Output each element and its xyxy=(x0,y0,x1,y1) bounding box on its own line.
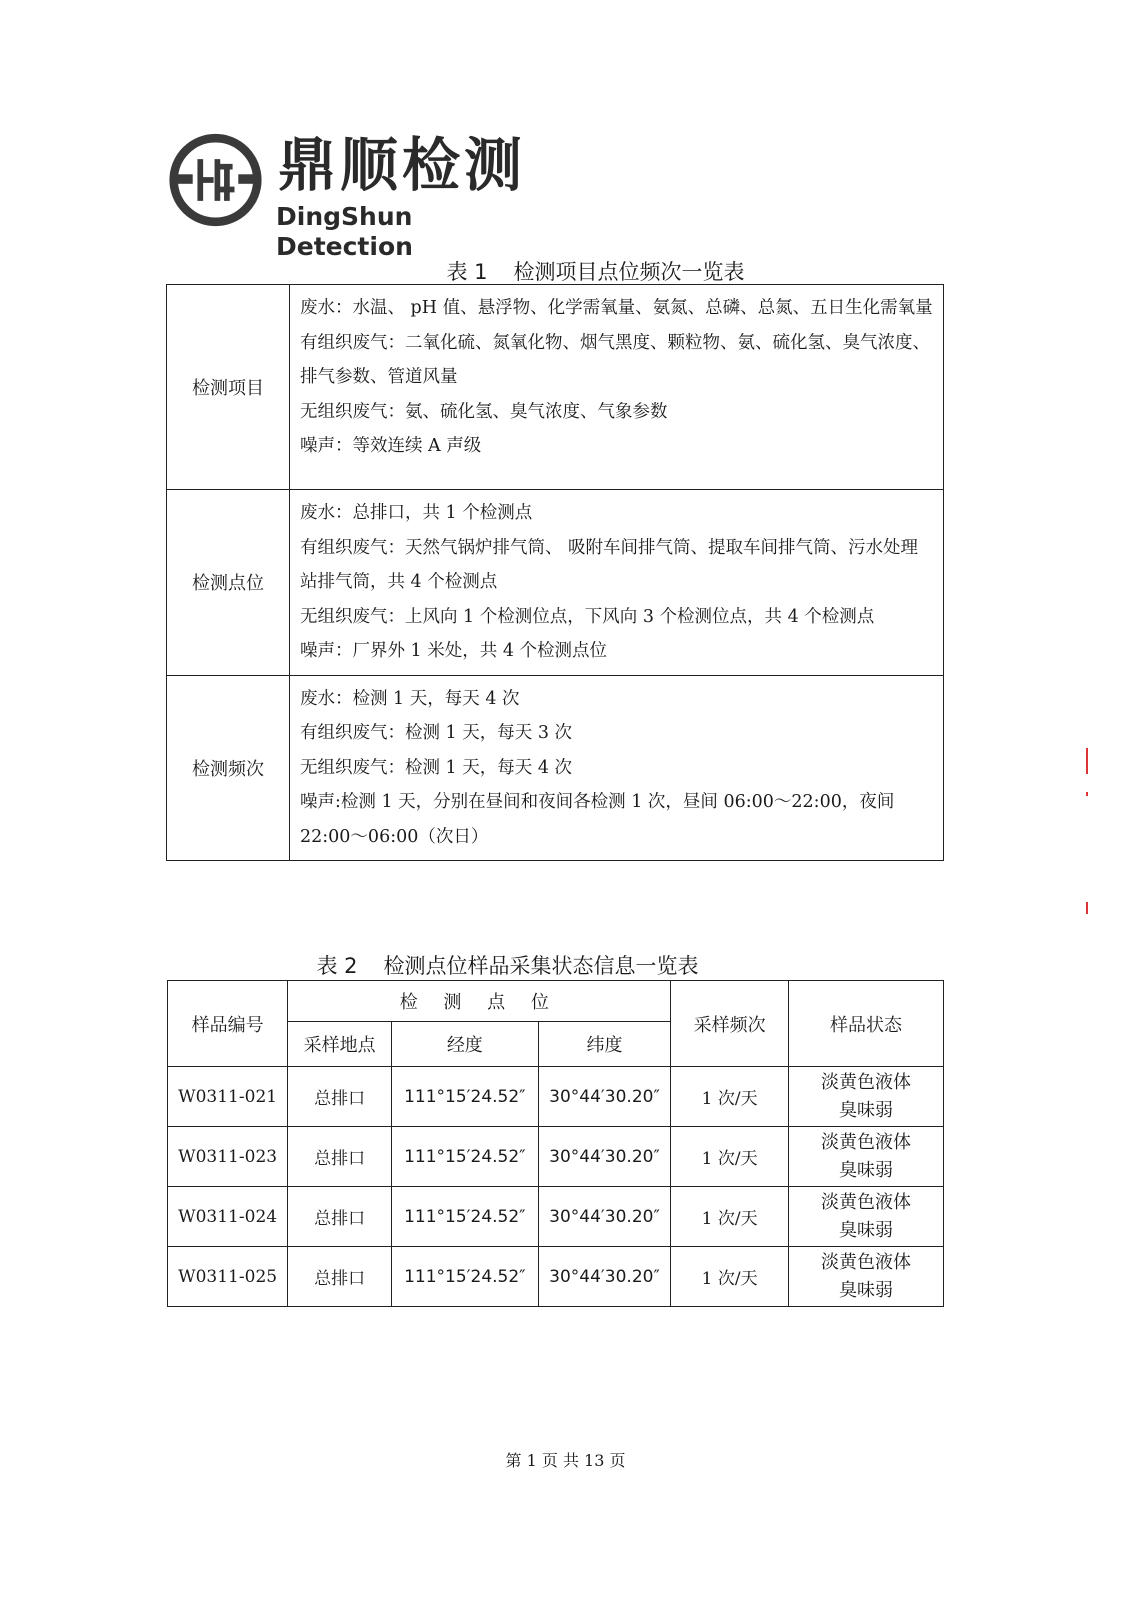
cell-site: 总排口 xyxy=(288,1187,392,1247)
cell-state xyxy=(788,1187,943,1247)
item-line: 噪声：等效连续 A 声级 xyxy=(300,436,482,456)
table-header-row xyxy=(168,981,944,1022)
cell-frequency: 1 次/天 xyxy=(671,1187,789,1247)
frequency-line: 废水：检测 1 天，每天 4 次 xyxy=(300,688,520,709)
row-head-items: 检测项目 xyxy=(167,285,290,490)
cell-longitude: 111°15′24.52″ xyxy=(391,1127,538,1187)
company-logo xyxy=(168,130,538,261)
scan-edge-mark xyxy=(1086,902,1088,914)
cell-site: 总排口 xyxy=(288,1067,392,1127)
cell-state xyxy=(788,1127,943,1187)
table-row xyxy=(168,1127,944,1187)
table2-caption xyxy=(0,950,1073,980)
cell-state xyxy=(788,1067,943,1127)
cell-sample-id: W0311-025 xyxy=(168,1247,288,1307)
cell-state xyxy=(788,1247,943,1307)
state-line: 淡黄色液体 xyxy=(820,1131,911,1153)
location-line: 有组织废气：天然气锅炉排气筒、 吸附车间排气筒、提取车间排气筒、污水处理站排气筒，共 4 个检测点 xyxy=(300,537,919,592)
table1-caption-number: 表 1 xyxy=(446,260,488,284)
item-line: 有组织废气：二氧化硫、氮氧化物、烟气黑度、颗粒物、氨、硫化氢、臭气浓度、排气参数、管道风量 xyxy=(300,332,930,387)
table2-caption-title: 检测点位样品采集状态信息一览表 xyxy=(383,954,699,978)
table1-caption-title: 检测项目点位频次一览表 xyxy=(513,260,745,284)
cell-latitude: 30°44′30.20″ xyxy=(538,1067,671,1127)
state-line: 淡黄色液体 xyxy=(820,1251,911,1273)
state-line: 臭味弱 xyxy=(838,1219,893,1241)
scan-edge-mark xyxy=(1086,748,1088,774)
header-location-group xyxy=(288,981,671,1022)
cell-frequency: 1 次/天 xyxy=(671,1127,789,1187)
row-head-frequency: 检测频次 xyxy=(167,675,290,861)
header-frequency: 采样频次 xyxy=(671,981,789,1067)
item-line: 无组织废气：氨、硫化氢、臭气浓度、气象参数 xyxy=(300,401,668,422)
sample-status-table xyxy=(167,980,944,1307)
frequency-line: 无组织废气：检测 1 天，每天 4 次 xyxy=(300,757,573,778)
cell-frequency: 1 次/天 xyxy=(671,1067,789,1127)
header-location-group-label: 检 测 点 位 xyxy=(399,992,559,1013)
table-row xyxy=(168,1247,944,1307)
header-latitude: 纬度 xyxy=(538,1022,671,1067)
header-sample-id: 样品编号 xyxy=(168,981,288,1067)
table-row xyxy=(167,675,944,861)
state-line: 淡黄色液体 xyxy=(820,1191,911,1213)
state-line: 臭味弱 xyxy=(838,1159,893,1181)
table1-caption xyxy=(30,256,1131,286)
location-line: 废水：总排口，共 1 个检测点 xyxy=(300,503,533,523)
page-number: 第 1 页 共 13 页 xyxy=(505,1451,626,1470)
company-name-en: DingShun Detection xyxy=(276,202,413,261)
location-line: 噪声：厂界外 1 米处，共 4 个检测点位 xyxy=(300,641,608,661)
row-body-items xyxy=(290,285,944,490)
row-body-frequency xyxy=(290,675,944,861)
frequency-line: 噪声:检测 1 天，分别在昼间和夜间各检测 1 次，昼间 06:00～22:00，夜间 22:00～06:00（次日） xyxy=(300,792,895,847)
state-line: 臭味弱 xyxy=(838,1099,893,1121)
cell-longitude: 111°15′24.52″ xyxy=(391,1247,538,1307)
table-row xyxy=(168,1067,944,1127)
state-line: 臭味弱 xyxy=(838,1279,893,1301)
company-logo-icon xyxy=(168,130,263,230)
company-name-cn: 鼎顺检测 xyxy=(278,131,527,199)
location-line: 无组织废气：上风向 1 个检测位点，下风向 3 个检测位点，共 4 个检测点 xyxy=(300,606,875,627)
cell-latitude: 30°44′30.20″ xyxy=(538,1187,671,1247)
header-longitude: 经度 xyxy=(391,1022,538,1067)
inspection-overview-table xyxy=(166,284,944,861)
cell-frequency: 1 次/天 xyxy=(671,1247,789,1307)
row-head-locations: 检测点位 xyxy=(167,490,290,676)
cell-site: 总排口 xyxy=(288,1127,392,1187)
table-row xyxy=(168,1187,944,1247)
cell-sample-id: W0311-023 xyxy=(168,1127,288,1187)
cell-longitude: 111°15′24.52″ xyxy=(391,1187,538,1247)
cell-latitude: 30°44′30.20″ xyxy=(538,1127,671,1187)
cell-sample-id: W0311-021 xyxy=(168,1067,288,1127)
cell-sample-id: W0311-024 xyxy=(168,1187,288,1247)
frequency-line: 有组织废气：检测 1 天，每天 3 次 xyxy=(300,723,573,743)
row-body-locations xyxy=(290,490,944,676)
cell-longitude: 111°15′24.52″ xyxy=(391,1067,538,1127)
table-row xyxy=(167,285,944,490)
cell-site: 总排口 xyxy=(288,1247,392,1307)
item-line: 废水：水温、 pH 值、悬浮物、化学需氧量、氨氮、总磷、总氮、五日生化需氧量 xyxy=(300,298,933,318)
cell-latitude: 30°44′30.20″ xyxy=(538,1247,671,1307)
state-line: 淡黄色液体 xyxy=(820,1071,911,1093)
header-state: 样品状态 xyxy=(788,981,943,1067)
table-row xyxy=(167,490,944,676)
header-site: 采样地点 xyxy=(288,1022,392,1067)
scan-edge-mark xyxy=(1086,792,1088,796)
table2-caption-number: 表 2 xyxy=(316,954,358,978)
